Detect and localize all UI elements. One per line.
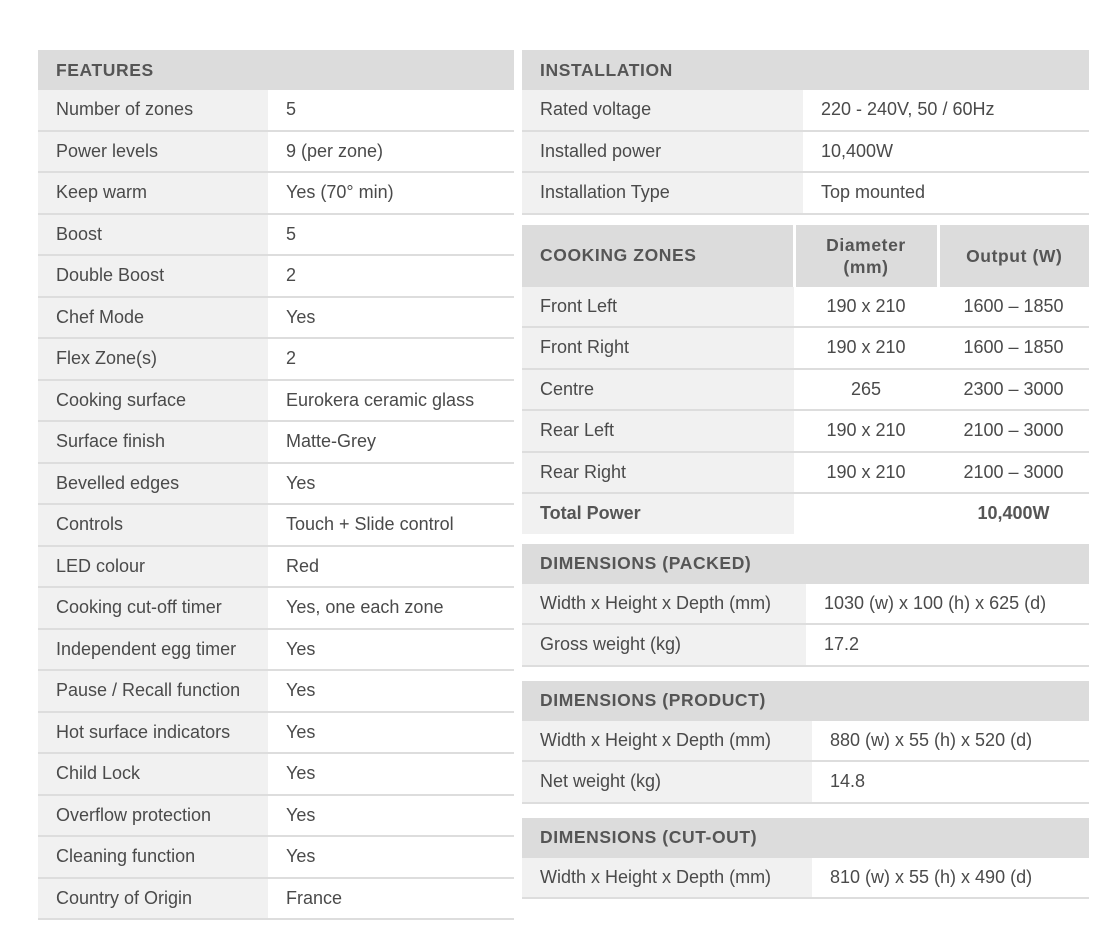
spec-column-right (522, 50, 1089, 909)
features-row (38, 90, 514, 131)
features-row (38, 214, 514, 256)
features-row (38, 338, 514, 380)
spec-value: 1030 (w) x 100 (h) x 625 (d) (806, 584, 1089, 625)
zone-name: Rear Right (522, 452, 794, 494)
spec-value: Yes (268, 297, 514, 339)
cooking-zone-row (522, 287, 1089, 328)
spec-value: Yes (268, 670, 514, 712)
spec-value: 5 (268, 214, 514, 256)
cooking-zone-row (522, 452, 1089, 494)
features-row (38, 297, 514, 339)
spec-label: LED colour (38, 546, 268, 588)
spec-value: Yes (268, 712, 514, 754)
spec-value: 5 (268, 90, 514, 131)
spec-label: Boost (38, 214, 268, 256)
spec-value: Touch + Slide control (268, 504, 514, 546)
features-row (38, 172, 514, 214)
spec-value: 2 (268, 255, 514, 297)
spec-value: Yes (70° min) (268, 172, 514, 214)
spec-value: Yes (268, 795, 514, 837)
cooking-zone-row (522, 369, 1089, 411)
dimensions-packed-title: DIMENSIONS (PACKED) (522, 544, 1089, 584)
spec-label: Keep warm (38, 172, 268, 214)
dimensions-packed-row (522, 584, 1089, 625)
cooking-zones-table (522, 225, 1089, 534)
installation-row (522, 90, 1089, 131)
spec-label: Flex Zone(s) (38, 338, 268, 380)
zone-output: 2300 – 3000 (938, 369, 1089, 411)
dimensions-packed-table (522, 544, 1089, 667)
features-row (38, 712, 514, 754)
zone-name: Centre (522, 369, 794, 411)
spec-value: Yes (268, 836, 514, 878)
spec-value: 220 - 240V, 50 / 60Hz (803, 90, 1089, 131)
installation-title: INSTALLATION (522, 50, 1089, 90)
spec-label: Pause / Recall function (38, 670, 268, 712)
spec-label: Width x Height x Depth (mm) (522, 584, 806, 625)
features-row (38, 670, 514, 712)
dimensions-product-title: DIMENSIONS (PRODUCT) (522, 681, 1089, 721)
dimensions-product-row (522, 721, 1089, 762)
spec-label: Installed power (522, 131, 803, 173)
features-row (38, 504, 514, 546)
spec-value: Yes (268, 629, 514, 671)
spec-value: 2 (268, 338, 514, 380)
output-column-header: Output (W) (938, 225, 1089, 287)
zone-output: 1600 – 1850 (938, 327, 1089, 369)
spec-label: Cooking cut-off timer (38, 587, 268, 629)
zone-name: Front Right (522, 327, 794, 369)
total-power-row (522, 493, 1089, 534)
features-section (38, 50, 514, 920)
installation-row (522, 172, 1089, 214)
installation-row (522, 131, 1089, 173)
spec-value: Matte-Grey (268, 421, 514, 463)
spec-label: Surface finish (38, 421, 268, 463)
zone-name: Rear Left (522, 410, 794, 452)
features-row (38, 587, 514, 629)
cooking-zones-title: COOKING ZONES (522, 225, 794, 287)
dimensions-cutout-title: DIMENSIONS (CUT-OUT) (522, 818, 1089, 858)
dimensions-cutout-table (522, 818, 1089, 900)
spec-value: 880 (w) x 55 (h) x 520 (d) (812, 721, 1089, 762)
features-title: FEATURES (38, 50, 514, 90)
cooking-zone-row (522, 327, 1089, 369)
dimensions-packed-row (522, 624, 1089, 666)
spec-value: Red (268, 546, 514, 588)
cooking-zone-row (522, 410, 1089, 452)
zone-output: 1600 – 1850 (938, 287, 1089, 328)
dimensions-product-row (522, 761, 1089, 803)
spec-value: Yes (268, 463, 514, 505)
spec-label: Width x Height x Depth (mm) (522, 721, 812, 762)
spec-label: Cooking surface (38, 380, 268, 422)
spec-label: Rated voltage (522, 90, 803, 131)
zone-name: Front Left (522, 287, 794, 328)
spec-label: Hot surface indicators (38, 712, 268, 754)
features-row (38, 836, 514, 878)
spec-label: Independent egg timer (38, 629, 268, 671)
features-row (38, 753, 514, 795)
zone-diameter: 190 x 210 (794, 410, 938, 452)
features-row (38, 463, 514, 505)
features-row (38, 421, 514, 463)
spec-label: Cleaning function (38, 836, 268, 878)
spec-label: Country of Origin (38, 878, 268, 920)
installation-table (522, 50, 1089, 215)
spec-value: Top mounted (803, 172, 1089, 214)
spec-label: Child Lock (38, 753, 268, 795)
diameter-column-header: Diameter (mm) (794, 225, 938, 287)
spec-value: 14.8 (812, 761, 1089, 803)
features-row (38, 131, 514, 173)
features-row (38, 878, 514, 920)
features-row (38, 629, 514, 671)
zone-diameter: 265 (794, 369, 938, 411)
spec-value: Yes, one each zone (268, 587, 514, 629)
spec-value: France (268, 878, 514, 920)
dimensions-product-table (522, 681, 1089, 804)
spec-label: Installation Type (522, 172, 803, 214)
spec-label: Overflow protection (38, 795, 268, 837)
spec-label: Bevelled edges (38, 463, 268, 505)
spec-value: Yes (268, 753, 514, 795)
dimensions-cutout-row (522, 858, 1089, 899)
spec-value: Eurokera ceramic glass (268, 380, 514, 422)
spec-label: Chef Mode (38, 297, 268, 339)
spec-value: 810 (w) x 55 (h) x 490 (d) (812, 858, 1089, 899)
features-row (38, 546, 514, 588)
spec-value: 10,400W (803, 131, 1089, 173)
spec-label: Number of zones (38, 90, 268, 131)
features-row (38, 380, 514, 422)
zone-diameter: 190 x 210 (794, 287, 938, 328)
features-row (38, 795, 514, 837)
total-power-label: Total Power (522, 493, 794, 534)
spec-label: Power levels (38, 131, 268, 173)
total-power-value: 10,400W (938, 493, 1089, 534)
zone-diameter: 190 x 210 (794, 327, 938, 369)
spec-value: 17.2 (806, 624, 1089, 666)
zone-diameter: 190 x 210 (794, 452, 938, 494)
spec-label: Width x Height x Depth (mm) (522, 858, 812, 899)
spec-label: Gross weight (kg) (522, 624, 806, 666)
features-row (38, 255, 514, 297)
features-table (38, 50, 514, 920)
zone-output: 2100 – 3000 (938, 452, 1089, 494)
spec-value: 9 (per zone) (268, 131, 514, 173)
spec-label: Double Boost (38, 255, 268, 297)
spec-label: Net weight (kg) (522, 761, 812, 803)
zone-output: 2100 – 3000 (938, 410, 1089, 452)
spec-label: Controls (38, 504, 268, 546)
